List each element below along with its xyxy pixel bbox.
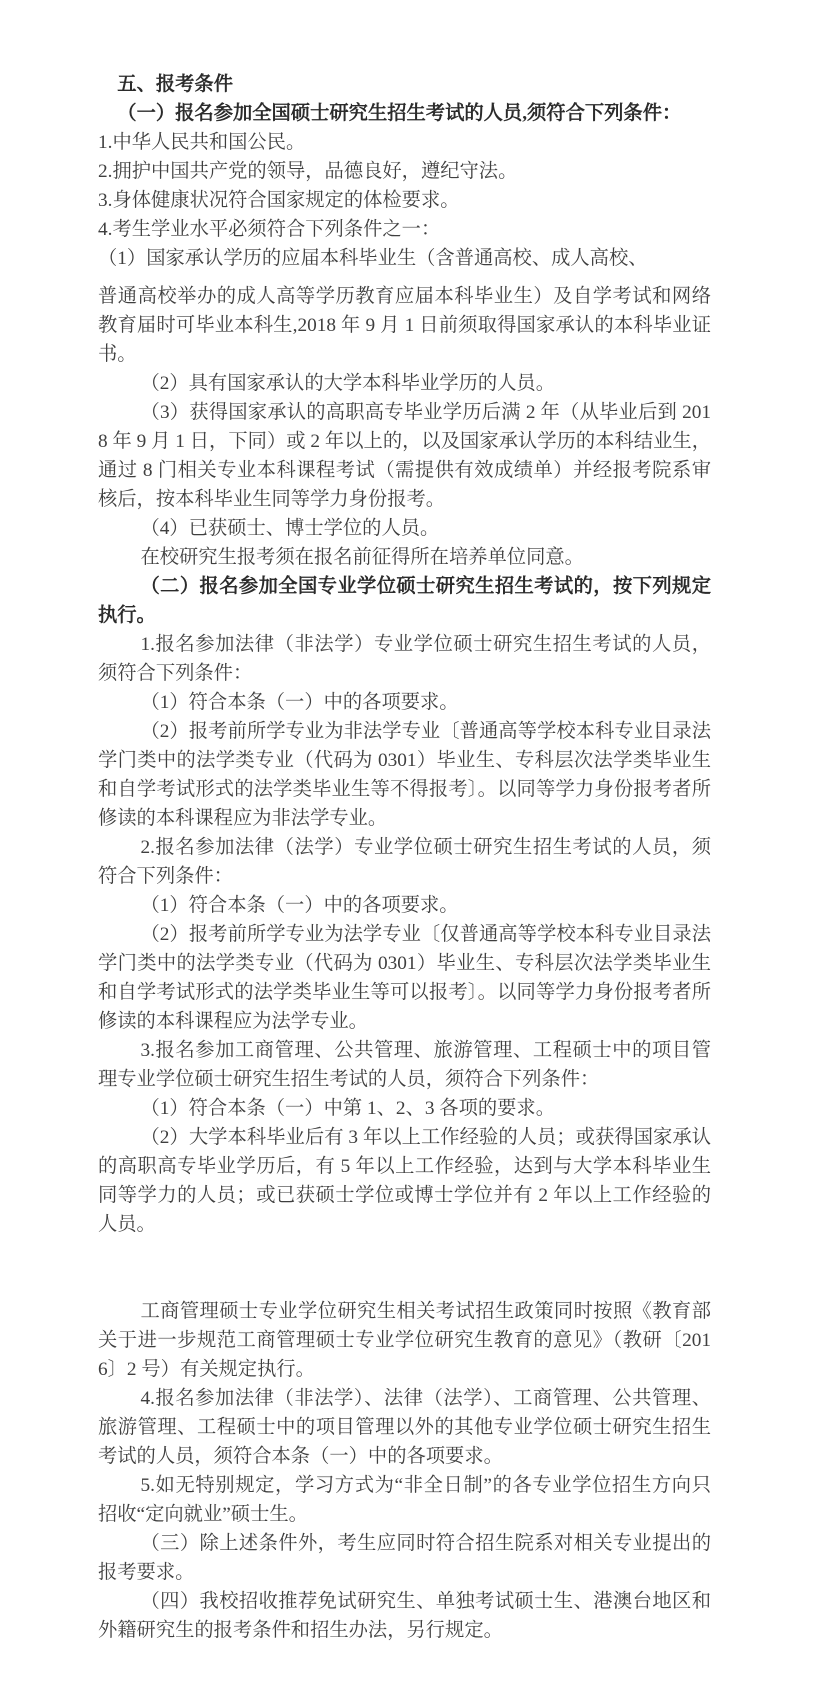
paragraph: （二）报名参加全国专业学位硕士研究生招生考试的，按下列规定执行。 [98,576,711,626]
paragraph: （4）已获硕士、博士学位的人员。 [140,518,440,539]
paragraph: （1）国家承认学历的应届本科毕业生（含普通高校、成人高校、 [98,248,648,269]
paragraph: （1）符合本条（一）中的各项要求。 [140,692,459,713]
paragraph: （2）报考前所学专业为法学专业〔仅普通高等学校本科专业目录法学门类中的法学类专业（代码为 0301）毕业生、专科层次法学类毕业生和自学考试形式的法学类毕业生等可以报考〕。以同等学力身份报考者所修读的本科课程应为法学专业。 [98,924,711,1032]
paragraph: （1）符合本条（一）中的各项要求。 [140,895,459,916]
paragraph: 2.拥护中国共产党的领导，品德良好，遵纪守法。 [98,161,518,182]
paragraph: 3.身体健康状况符合国家规定的体检要求。 [98,190,460,211]
document-content [98,70,711,1645]
paragraph: （一）报名参加全国硕士研究生招生考试的人员,须符合下列条件： [117,103,682,124]
paragraph: （2）大学本科毕业后有 3 年以上工作经验的人员；或获得国家承认的高职高专毕业学历后，有 5 年以上工作经验，达到与大学本科毕业生同等学力的人员；或已获硕士学位或博士学位并有 2 年以上工作经验的人员。 [98,1127,711,1235]
paragraph: 在校研究生报考须在报名前征得所在培养单位同意。 [140,547,584,568]
paragraph: （三）除上述条件外，考生应同时符合招生院系对相关专业提出的报考要求。 [98,1533,711,1583]
paragraph: （2）报考前所学专业为非法学专业〔普通高等学校本科专业目录法学门类中的法学类专业（代码为 0301）毕业生、专科层次法学类毕业生和自学考试形式的法学类毕业生等不得报考〕。以同等学力身份报考者所修读的本科课程应为非法学专业。 [98,721,711,829]
paragraph: 五、报考条件 [117,74,233,95]
paragraph: 3.报名参加工商管理、公共管理、旅游管理、工程硕士中的项目管理专业学位硕士研究生招生考试的人员，须符合下列条件： [98,1040,711,1090]
paragraph: 工商管理硕士专业学位研究生相关考试招生政策同时按照《教育部关于进一步规范工商管理硕士专业学位研究生教育的意见》（教研〔2016〕2 号）有关规定执行。 [98,1301,711,1380]
paragraph: 普通高校举办的成人高等学历教育应届本科毕业生）及自学考试和网络教育届时可毕业本科生,2018 年 9 月 1 日前须取得国家承认的本科毕业证书。 [98,286,711,365]
paragraph: （1）符合本条（一）中第 1、2、3 各项的要求。 [140,1098,555,1119]
paragraph: （3）获得国家承认的高职高专毕业学历后满 2 年（从毕业后到 2018 年 9 月 1 日，下同）或 2 年以上的，以及国家承认学历的本科结业生，通过 8 门相关专业本科课程考试（需提供有效成绩单）并经报考院系审核后，按本科毕业生同等学力身份报考。 [98,402,711,510]
paragraph: 5.如无特别规定，学习方式为“非全日制”的各专业学位招生方向只招收“定向就业”硕士生。 [98,1475,711,1525]
paragraph: 1.报名参加法律（非法学）专业学位硕士研究生招生考试的人员，须符合下列条件： [98,634,711,684]
paragraph: 4.报名参加法律（非法学）、法律（法学）、工商管理、公共管理、旅游管理、工程硕士中的项目管理以外的其他专业学位硕士研究生招生考试的人员，须符合本条（一）中的各项要求。 [98,1388,711,1467]
paragraph: 1.中华人民共和国公民。 [98,132,306,153]
paragraph: 2.报名参加法律（法学）专业学位硕士研究生招生考试的人员，须符合下列条件： [98,837,711,887]
paragraph: 4.考生学业水平必须符合下列条件之一： [98,219,441,240]
paragraph: （2）具有国家承认的大学本科毕业学历的人员。 [140,373,555,394]
paragraph: （四）我校招收推荐免试研究生、单独考试硕士生、港澳台地区和外籍研究生的报考条件和招生办法，另行规定。 [98,1591,711,1641]
